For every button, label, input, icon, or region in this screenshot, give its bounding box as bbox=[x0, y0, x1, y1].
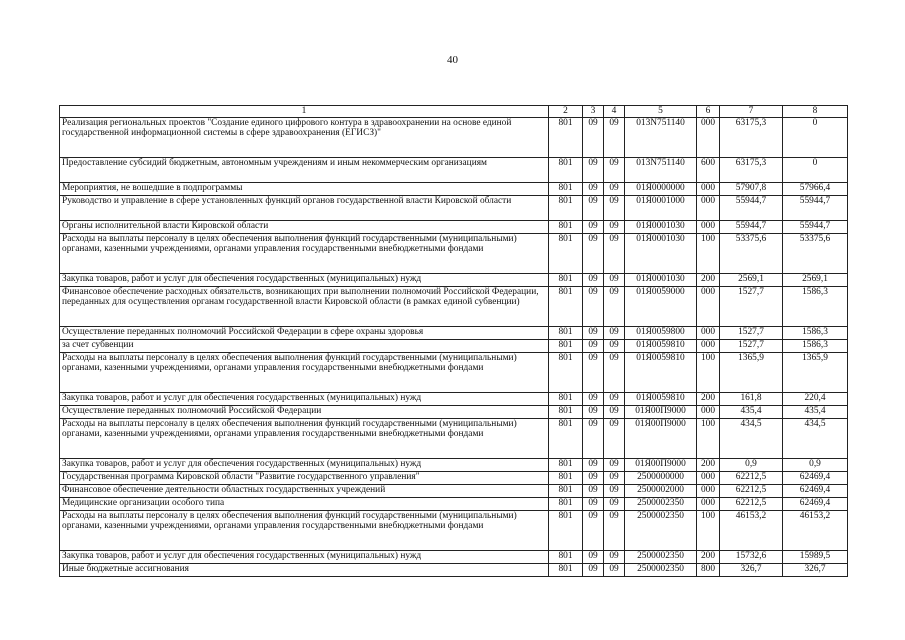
table-row bbox=[60, 327, 848, 340]
cell-section: 09 bbox=[583, 511, 604, 551]
row-description: Расходы на выплаты персоналу в целях обеспечения выполнения функций государственными (муниципальными) органами, казенными учреждениями, органами управления государственными внебюджетными фондами bbox=[60, 234, 549, 274]
cell-amount-year1: 326,7 bbox=[720, 564, 783, 577]
table-row bbox=[60, 485, 848, 498]
cell-amount-year1: 62212,5 bbox=[720, 485, 783, 498]
table-row bbox=[60, 393, 848, 406]
row-description: Органы исполнительной власти Кировской области bbox=[60, 221, 549, 234]
cell-section: 09 bbox=[583, 118, 604, 158]
cell-section: 09 bbox=[583, 221, 604, 234]
cell-ved: 801 bbox=[549, 221, 583, 234]
cell-subsection: 09 bbox=[604, 158, 625, 183]
cell-expense-type: 100 bbox=[697, 353, 720, 393]
cell-expense-type: 000 bbox=[697, 485, 720, 498]
cell-expense-type: 000 bbox=[697, 196, 720, 221]
cell-amount-year1: 2569,1 bbox=[720, 274, 783, 287]
table-row bbox=[60, 353, 848, 393]
cell-amount-year1: 0,9 bbox=[720, 459, 783, 472]
cell-subsection: 09 bbox=[604, 564, 625, 577]
cell-amount-year2: 53375,6 bbox=[783, 234, 848, 274]
cell-target-article: 01Я00П9000 bbox=[625, 459, 697, 472]
cell-expense-type: 000 bbox=[697, 498, 720, 511]
table-row bbox=[60, 419, 848, 459]
column-header: 5 bbox=[625, 106, 697, 118]
cell-amount-year2: 1365,9 bbox=[783, 353, 848, 393]
cell-section: 09 bbox=[583, 393, 604, 406]
cell-subsection: 09 bbox=[604, 234, 625, 274]
column-header: 2 bbox=[549, 106, 583, 118]
cell-amount-year1: 15732,6 bbox=[720, 551, 783, 564]
cell-amount-year2: 0 bbox=[783, 158, 848, 183]
cell-amount-year2: 1586,3 bbox=[783, 287, 848, 327]
cell-ved: 801 bbox=[549, 183, 583, 196]
cell-section: 09 bbox=[583, 498, 604, 511]
cell-amount-year1: 435,4 bbox=[720, 406, 783, 419]
cell-section: 09 bbox=[583, 406, 604, 419]
row-description: Расходы на выплаты персоналу в целях обеспечения выполнения функций государственными (муниципальными) органами, казенными учреждениями, органами управления государственными внебюджетными фондами bbox=[60, 511, 549, 551]
cell-amount-year1: 62212,5 bbox=[720, 472, 783, 485]
table-row bbox=[60, 498, 848, 511]
cell-expense-type: 000 bbox=[697, 118, 720, 158]
table-row bbox=[60, 196, 848, 221]
cell-target-article: 2500002000 bbox=[625, 485, 697, 498]
cell-amount-year1: 46153,2 bbox=[720, 511, 783, 551]
row-description: Финансовое обеспечение деятельности областных государственных учреждений bbox=[60, 485, 549, 498]
table-row bbox=[60, 459, 848, 472]
row-description: Расходы на выплаты персоналу в целях обеспечения выполнения функций государственными (муниципальными) органами, казенными учреждениями, органами управления государственными внебюджетными фондами bbox=[60, 353, 549, 393]
row-description: Закупка товаров, работ и услуг для обеспечения государственных (муниципальных) нужд bbox=[60, 274, 549, 287]
cell-amount-year2: 1586,3 bbox=[783, 327, 848, 340]
cell-amount-year1: 1527,7 bbox=[720, 340, 783, 353]
cell-ved: 801 bbox=[549, 287, 583, 327]
table-row bbox=[60, 564, 848, 577]
cell-ved: 801 bbox=[549, 485, 583, 498]
row-description: Мероприятия, не вошедшие в подпрограммы bbox=[60, 183, 549, 196]
cell-target-article: 01Я0000000 bbox=[625, 183, 697, 196]
cell-section: 09 bbox=[583, 340, 604, 353]
column-header: 3 bbox=[583, 106, 604, 118]
cell-amount-year1: 55944,7 bbox=[720, 196, 783, 221]
table-row bbox=[60, 551, 848, 564]
cell-amount-year1: 63175,3 bbox=[720, 158, 783, 183]
cell-expense-type: 000 bbox=[697, 221, 720, 234]
cell-section: 09 bbox=[583, 287, 604, 327]
cell-ved: 801 bbox=[549, 196, 583, 221]
cell-amount-year2: 46153,2 bbox=[783, 511, 848, 551]
cell-expense-type: 100 bbox=[697, 234, 720, 274]
cell-target-article: 01Я0059810 bbox=[625, 393, 697, 406]
cell-ved: 801 bbox=[549, 327, 583, 340]
cell-expense-type: 100 bbox=[697, 419, 720, 459]
cell-ved: 801 bbox=[549, 234, 583, 274]
cell-amount-year1: 63175,3 bbox=[720, 118, 783, 158]
cell-target-article: 2500000000 bbox=[625, 472, 697, 485]
cell-subsection: 09 bbox=[604, 183, 625, 196]
row-description: Осуществление переданных полномочий Российской Федерации bbox=[60, 406, 549, 419]
cell-subsection: 09 bbox=[604, 406, 625, 419]
cell-expense-type: 000 bbox=[697, 183, 720, 196]
cell-target-article: 01Я0059800 bbox=[625, 327, 697, 340]
table-row bbox=[60, 340, 848, 353]
row-description: Руководство и управление в сфере установленных функций органов государственной власти Кировской области bbox=[60, 196, 549, 221]
cell-amount-year2: 0,9 bbox=[783, 459, 848, 472]
cell-target-article: 01Я0059810 bbox=[625, 353, 697, 393]
cell-amount-year2: 57966,4 bbox=[783, 183, 848, 196]
cell-subsection: 09 bbox=[604, 274, 625, 287]
cell-ved: 801 bbox=[549, 472, 583, 485]
cell-amount-year2: 62469,4 bbox=[783, 472, 848, 485]
cell-amount-year2: 62469,4 bbox=[783, 498, 848, 511]
cell-amount-year2: 2569,1 bbox=[783, 274, 848, 287]
cell-expense-type: 000 bbox=[697, 327, 720, 340]
budget-table bbox=[59, 105, 848, 577]
cell-target-article: 01Я0001030 bbox=[625, 221, 697, 234]
cell-ved: 801 bbox=[549, 511, 583, 551]
cell-amount-year1: 53375,6 bbox=[720, 234, 783, 274]
row-description: Иные бюджетные ассигнования bbox=[60, 564, 549, 577]
cell-ved: 801 bbox=[549, 564, 583, 577]
cell-expense-type: 200 bbox=[697, 459, 720, 472]
cell-section: 09 bbox=[583, 472, 604, 485]
cell-ved: 801 bbox=[549, 551, 583, 564]
cell-expense-type: 000 bbox=[697, 287, 720, 327]
cell-subsection: 09 bbox=[604, 498, 625, 511]
cell-amount-year1: 55944,7 bbox=[720, 221, 783, 234]
row-description: Осуществление переданных полномочий Российской Федерации в сфере охраны здоровья bbox=[60, 327, 549, 340]
cell-target-article: 013N751140 bbox=[625, 118, 697, 158]
cell-ved: 801 bbox=[549, 459, 583, 472]
cell-amount-year1: 434,5 bbox=[720, 419, 783, 459]
cell-section: 09 bbox=[583, 234, 604, 274]
cell-ved: 801 bbox=[549, 498, 583, 511]
cell-ved: 801 bbox=[549, 340, 583, 353]
cell-expense-type: 000 bbox=[697, 472, 720, 485]
cell-ved: 801 bbox=[549, 393, 583, 406]
table-row bbox=[60, 472, 848, 485]
cell-subsection: 09 bbox=[604, 353, 625, 393]
row-description: Закупка товаров, работ и услуг для обеспечения государственных (муниципальных) нужд bbox=[60, 551, 549, 564]
cell-amount-year2: 55944,7 bbox=[783, 196, 848, 221]
table-body bbox=[60, 118, 848, 577]
cell-ved: 801 bbox=[549, 158, 583, 183]
cell-subsection: 09 bbox=[604, 485, 625, 498]
cell-target-article: 2500002350 bbox=[625, 511, 697, 551]
cell-subsection: 09 bbox=[604, 327, 625, 340]
table-row bbox=[60, 287, 848, 327]
table-row bbox=[60, 183, 848, 196]
cell-amount-year2: 220,4 bbox=[783, 393, 848, 406]
column-header: 1 bbox=[60, 106, 549, 118]
cell-expense-type: 100 bbox=[697, 511, 720, 551]
cell-amount-year2: 55944,7 bbox=[783, 221, 848, 234]
table-row bbox=[60, 221, 848, 234]
cell-expense-type: 000 bbox=[697, 406, 720, 419]
table-row bbox=[60, 158, 848, 183]
column-header: 8 bbox=[783, 106, 848, 118]
column-header: 7 bbox=[720, 106, 783, 118]
cell-amount-year2: 62469,4 bbox=[783, 485, 848, 498]
cell-ved: 801 bbox=[549, 419, 583, 459]
row-description: Предоставление субсидий бюджетным, автономным учреждениям и иным некоммерческим организациям bbox=[60, 158, 549, 183]
cell-expense-type: 800 bbox=[697, 564, 720, 577]
cell-subsection: 09 bbox=[604, 287, 625, 327]
cell-section: 09 bbox=[583, 183, 604, 196]
cell-target-article: 01Я0001030 bbox=[625, 274, 697, 287]
cell-amount-year2: 15989,5 bbox=[783, 551, 848, 564]
cell-subsection: 09 bbox=[604, 340, 625, 353]
cell-subsection: 09 bbox=[604, 551, 625, 564]
cell-expense-type: 000 bbox=[697, 340, 720, 353]
column-header: 6 bbox=[697, 106, 720, 118]
cell-target-article: 2500002350 bbox=[625, 564, 697, 577]
cell-amount-year2: 326,7 bbox=[783, 564, 848, 577]
cell-section: 09 bbox=[583, 327, 604, 340]
row-description: Государственная программа Кировской области "Развитие государственного управления" bbox=[60, 472, 549, 485]
cell-target-article: 01Я0001000 bbox=[625, 196, 697, 221]
cell-target-article: 01Я0001030 bbox=[625, 234, 697, 274]
cell-target-article: 01Я00П9000 bbox=[625, 406, 697, 419]
cell-subsection: 09 bbox=[604, 221, 625, 234]
cell-subsection: 09 bbox=[604, 459, 625, 472]
cell-section: 09 bbox=[583, 419, 604, 459]
cell-section: 09 bbox=[583, 353, 604, 393]
cell-expense-type: 200 bbox=[697, 393, 720, 406]
cell-amount-year2: 1586,3 bbox=[783, 340, 848, 353]
row-description: Закупка товаров, работ и услуг для обеспечения государственных (муниципальных) нужд bbox=[60, 459, 549, 472]
cell-amount-year1: 161,8 bbox=[720, 393, 783, 406]
cell-subsection: 09 bbox=[604, 393, 625, 406]
cell-amount-year2: 434,5 bbox=[783, 419, 848, 459]
cell-target-article: 01Я0059810 bbox=[625, 340, 697, 353]
cell-target-article: 013N751140 bbox=[625, 158, 697, 183]
cell-amount-year2: 0 bbox=[783, 118, 848, 158]
cell-ved: 801 bbox=[549, 274, 583, 287]
cell-section: 09 bbox=[583, 485, 604, 498]
cell-target-article: 01Я00П9000 bbox=[625, 419, 697, 459]
row-description: Реализация региональных проектов "Создание единого цифрового контура в здравоохранении на основе единой государственной информационной системы в сфере здравоохранения (ЕГИСЗ)" bbox=[60, 118, 549, 158]
row-description: Расходы на выплаты персоналу в целях обеспечения выполнения функций государственными (муниципальными) органами, казенными учреждениями, органами управления государственными внебюджетными фондами bbox=[60, 419, 549, 459]
cell-amount-year1: 1527,7 bbox=[720, 287, 783, 327]
cell-ved: 801 bbox=[549, 118, 583, 158]
cell-ved: 801 bbox=[549, 406, 583, 419]
cell-section: 09 bbox=[583, 551, 604, 564]
cell-ved: 801 bbox=[549, 353, 583, 393]
header-row bbox=[60, 106, 848, 118]
cell-subsection: 09 bbox=[604, 118, 625, 158]
cell-section: 09 bbox=[583, 158, 604, 183]
cell-amount-year1: 1365,9 bbox=[720, 353, 783, 393]
cell-subsection: 09 bbox=[604, 196, 625, 221]
table-row bbox=[60, 234, 848, 274]
cell-amount-year1: 62212,5 bbox=[720, 498, 783, 511]
table-row bbox=[60, 511, 848, 551]
page-number: 40 bbox=[447, 54, 458, 66]
cell-expense-type: 600 bbox=[697, 158, 720, 183]
cell-subsection: 09 bbox=[604, 472, 625, 485]
cell-amount-year1: 1527,7 bbox=[720, 327, 783, 340]
row-description: Финансовое обеспечение расходных обязательств, возникающих при выполнении полномочий Российской Федерации, переданных для осуществления органам государственной власти Кировской области (в рамках единой субвенции) bbox=[60, 287, 549, 327]
cell-section: 09 bbox=[583, 196, 604, 221]
row-description: за счет субвенции bbox=[60, 340, 549, 353]
row-description: Медицинские организации особого типа bbox=[60, 498, 549, 511]
cell-subsection: 09 bbox=[604, 511, 625, 551]
cell-expense-type: 200 bbox=[697, 551, 720, 564]
cell-amount-year1: 57907,8 bbox=[720, 183, 783, 196]
table-row bbox=[60, 274, 848, 287]
cell-target-article: 2500002350 bbox=[625, 498, 697, 511]
column-header: 4 bbox=[604, 106, 625, 118]
row-description: Закупка товаров, работ и услуг для обеспечения государственных (муниципальных) нужд bbox=[60, 393, 549, 406]
table-row bbox=[60, 118, 848, 158]
cell-expense-type: 200 bbox=[697, 274, 720, 287]
cell-section: 09 bbox=[583, 564, 604, 577]
table-row bbox=[60, 406, 848, 419]
cell-target-article: 2500002350 bbox=[625, 551, 697, 564]
cell-section: 09 bbox=[583, 274, 604, 287]
cell-target-article: 01Я0059000 bbox=[625, 287, 697, 327]
cell-amount-year2: 435,4 bbox=[783, 406, 848, 419]
cell-section: 09 bbox=[583, 459, 604, 472]
cell-subsection: 09 bbox=[604, 419, 625, 459]
